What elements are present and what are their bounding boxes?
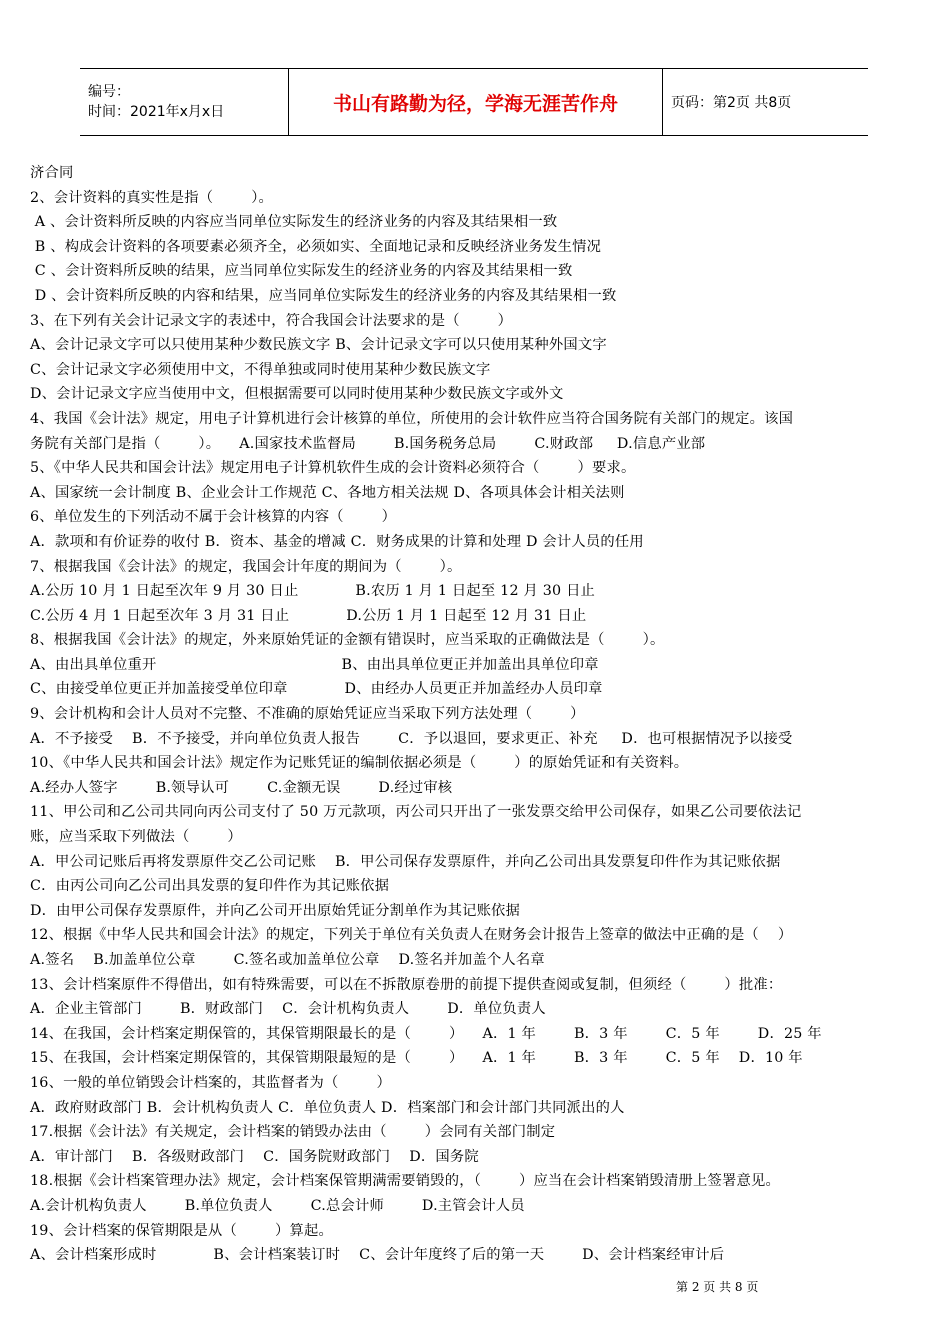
question-11: 11、甲公司和乙公司共同向丙公司支付了 50 万元款项，丙公司只开出了一张发票交给甲公司保存，如果乙公司要依法记	[30, 804, 802, 821]
option-line: A、会计记录文字可以只使用某种少数民族文字 B、会计记录文字可以只使用某种外国文字	[30, 337, 607, 354]
question-17: 17.根据《会计法》有关规定，会计档案的销毁办法由（ ）会同有关部门制定	[30, 1124, 556, 1141]
option-line: A．政府财政部门 B．会计机构负责人 C．单位负责人 D．档案部门和会计部门共同派出的人	[30, 1099, 625, 1116]
question-6: 6、单位发生的下列活动不属于会计核算的内容（ ）	[30, 509, 397, 526]
question-2: 2、会计资料的真实性是指（ ）。	[30, 189, 274, 206]
option-line: A、会计档案形成时 B、会计档案装订时 C、会计年度终了后的第一天 D、会计档案经审计后	[30, 1247, 725, 1264]
option-line: A.经办人签字 B.领导认可 C.金额无误 D.经过审核	[30, 779, 453, 796]
option-line: A.签名 B.加盖单位公章 C.签名或加盖单位公章 D.签名并加盖个人名章	[30, 952, 545, 968]
question-3: 3、在下列有关会计记录文字的表述中，符合我国会计法要求的是（ ）	[30, 312, 513, 329]
question-14: 14、在我国，会计档案定期保管的，其保管期限最长的是（ ） A．1 年 B．3 年 C．5 年 D．25 年	[30, 1025, 822, 1042]
option-line: D 、会计资料所反映的内容和结果，应当同单位实际发生的经济业务的内容及其结果相一致	[30, 287, 617, 304]
number-label: 编号：	[88, 84, 130, 100]
question-12: 12、根据《中华人民共和国会计法》的规定，下列关于单位有关负责人在财务会计报告上签章的做法中正确的是（ ）	[30, 927, 793, 944]
option-line: A．款项和有价证券的收付 B．资本、基金的增减 C．财务成果的计算和处理 D 会计人员的任用	[30, 533, 644, 550]
option-line: A．审计部门 B．各级财政部门 C．国务院财政部门 D．国务院	[30, 1148, 479, 1165]
option-line: C、由接受单位更正并加盖接受单位印章 D、由经办人员更正并加盖经办人员印章	[30, 681, 603, 698]
option-line: A．不予接受 B．不予接受，并向单位负责人报告 C．予以退回，要求更正、补充 D．也可根据情况予以接受	[30, 730, 793, 747]
question-10: 10、《中华人民共和国会计法》规定作为记账凭证的编制依据必须是（ ）的原始凭证和有关资料。	[30, 755, 689, 772]
page-info: 页码：第2页 共8页	[663, 69, 869, 136]
option-line: C.公历 4 月 1 日起至次年 3 月 31 日止 D.公历 1 月 1 日起至 12 月 31 日止	[30, 607, 587, 624]
question-4: 4、我国《会计法》规定，用电子计算机进行会计核算的单位，所使用的会计软件应当符合国务院有关部门的规定。该国	[30, 410, 794, 427]
question-15: 15、在我国，会计档案定期保管的，其保管期限最短的是（ ） A．1 年 B．3 年 C．5 年 D．10 年	[30, 1050, 803, 1067]
option-line: A.公历 10 月 1 日起至次年 9 月 30 日止 B.农历 1 月 1 日起至 12 月 30 日止	[30, 583, 596, 600]
question-19: 19、会计档案的保管期限是从（ ）算起。	[30, 1222, 333, 1239]
option-line: A、由出具单位重开 B、由出具单位更正并加盖出具单位印章	[30, 656, 599, 673]
question-9: 9、会计机构和会计人员对不完整、不准确的原始凭证应当采取下列方法处理（ ）	[30, 706, 585, 723]
question-11-continued: 账，应当采取下列做法（ ）	[30, 829, 242, 846]
option-line: C、会计记录文字必须使用中文，不得单独或同时使用某种少数民族文字	[30, 361, 491, 378]
option-line: D、会计记录文字应当使用中文，但根据需要可以同时使用某种少数民族文字或外文	[30, 386, 564, 403]
option-line: A．企业主管部门 B．财政部门 C．会计机构负责人 D．单位负责人	[30, 1001, 546, 1018]
option-line: C 、会计资料所反映的结果，应当同单位实际发生的经济业务的内容及其结果相一致	[30, 263, 573, 280]
time-label: 时间：2021年x月x日	[88, 104, 225, 120]
question-8: 8、根据我国《会计法》的规定，外来原始凭证的金额有错误时，应当采取的正确做法是（ ）。	[30, 632, 665, 649]
question-16: 16、一般的单位销毁会计档案的，其监督者为（ ）	[30, 1074, 391, 1091]
question-5: 5、《中华人民共和国会计法》规定用电子计算机软件生成的会计资料必须符合（ ）要求。	[30, 460, 636, 477]
document-header	[80, 68, 868, 136]
question-13: 13、会计档案原件不得借出，如有特殊需要，可以在不拆散原卷册的前提下提供查阅或复制，但须经（ ）批准：	[30, 976, 783, 993]
page-footer: 第 2 页 共 8 页	[676, 1280, 759, 1294]
document-body	[30, 161, 930, 1268]
motto: 书山有路勤为径，学海无涯苦作舟	[289, 69, 663, 136]
question-7: 7、根据我国《会计法》的规定，我国会计年度的期间为（ ）。	[30, 558, 462, 575]
question-4-continued: 务院有关部门是指（ ）。 A.国家技术监督局 B.国务税务总局 C.财政部 D.信息产业部	[30, 435, 706, 452]
option-line: A.会计机构负责人 B.单位负责人 C.总会计师 D.主管会计人员	[30, 1197, 525, 1214]
option-line: A．甲公司记账后再将发票原件交乙公司记账 B．甲公司保存发票原件，并向乙公司出具发票复印件作为其记账依据	[30, 853, 781, 870]
option-line: B 、构成会计资料的各项要素必须齐全，必须如实、全面地记录和反映经济业务发生情况	[30, 238, 602, 255]
option-line: D．由甲公司保存发票原件，并向乙公司开出原始凭证分割单作为其记账依据	[30, 902, 521, 919]
option-line: C．由丙公司向乙公司出具发票的复印件作为其记账依据	[30, 878, 390, 895]
text-line: 济合同	[30, 165, 74, 181]
option-line: A 、会计资料所反映的内容应当同单位实际发生的经济业务的内容及其结果相一致	[30, 214, 558, 231]
option-line: A、国家统一会计制度 B、企业会计工作规范 C、各地方相关法规 D、各项具体会计相关法则	[30, 484, 625, 501]
header-left-cell	[80, 69, 289, 136]
question-18: 18.根据《会计档案管理办法》规定，会计档案保管期满需要销毁的，（ ）应当在会计档案销毁清册上签署意见。	[30, 1173, 780, 1190]
